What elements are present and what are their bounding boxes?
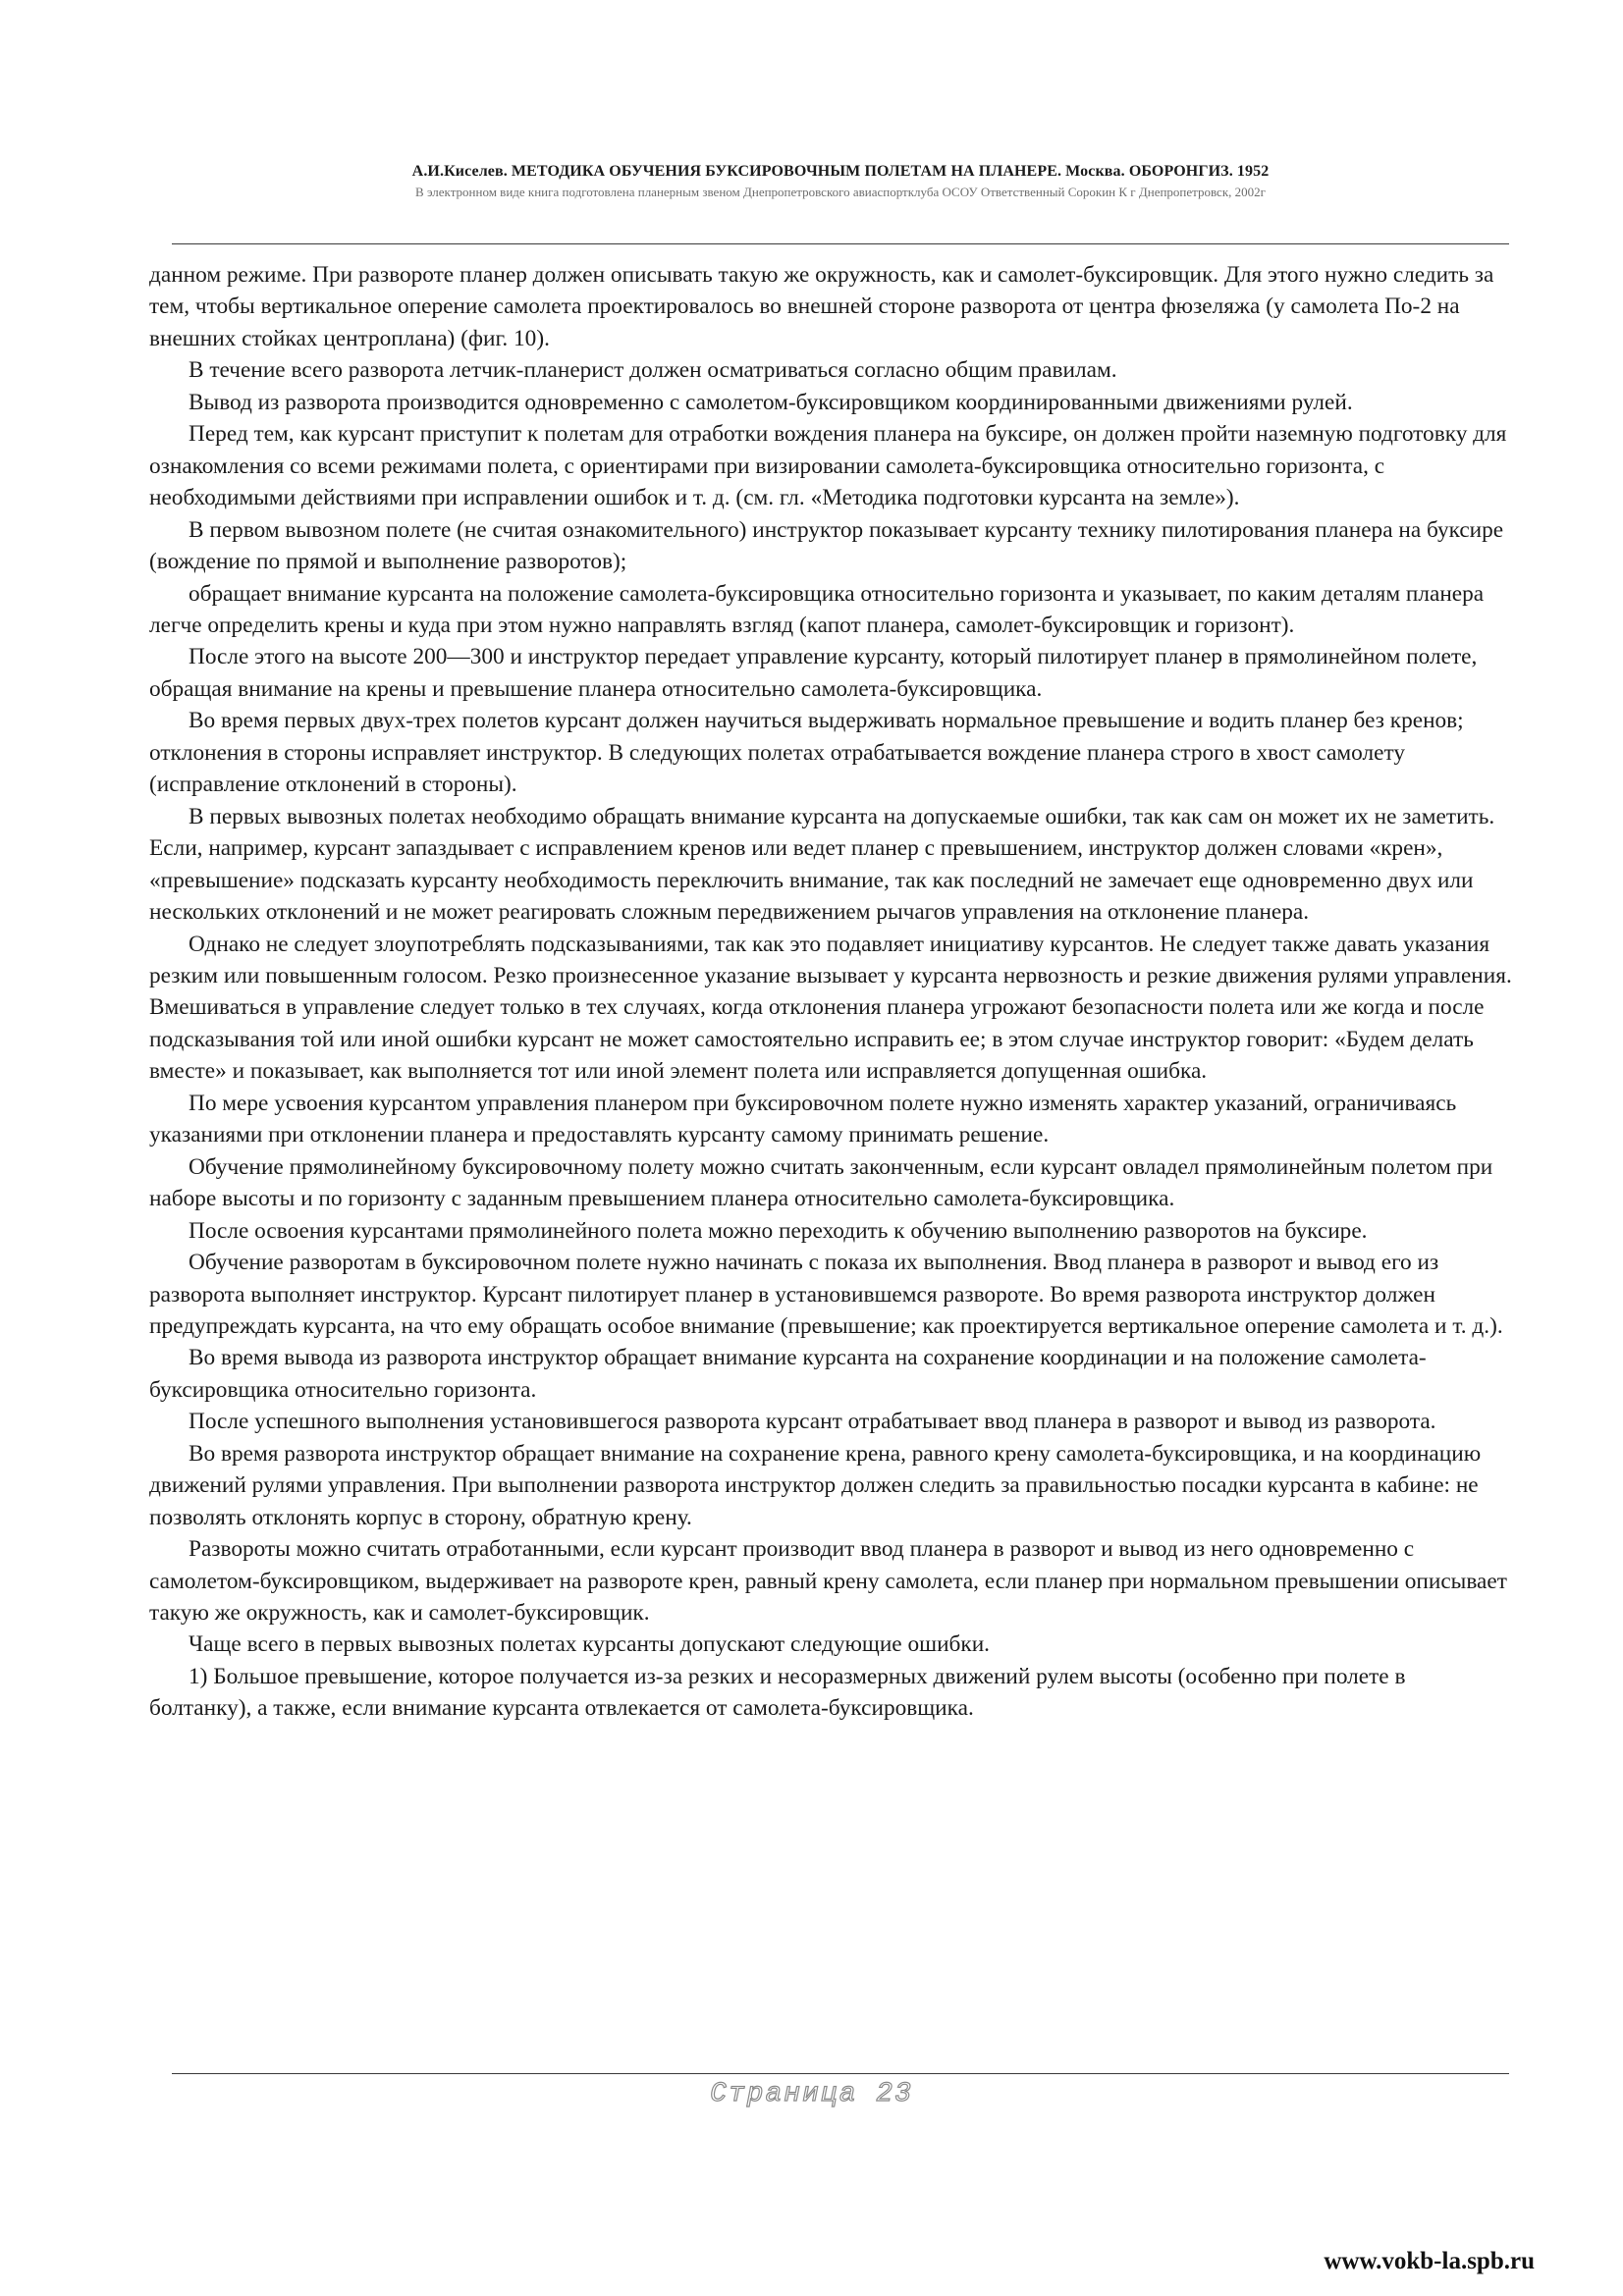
paragraph: Обучение разворотам в буксировочном полете нужно начинать с показа их выполнения. Ввод планера в разворот и вывод его из разворота выполняет инструктор. Курсант пилотирует планер в установившемся развороте. Во время разворота инструктор должен предупреждать курсанта, на что ему обращать особое внимание (превышение; как проектируется вертикальное оперение самолета и т. д.). — [149, 1250, 1503, 1339]
page-header — [172, 163, 1509, 200]
paragraph: По мере усвоения курсантом управления планером при буксировочном полете нужно изменять характер указаний, ограничиваясь указаниями при отклонении планера и предоставлять курсанту самому принимать решение. — [149, 1090, 1457, 1148]
digitization-note: В электронном виде книга подготовлена планерным звеном Днепропетровского авиаспортклуба ОСОУ Ответственный Сорокин К г Днепропетровск, 2002г — [415, 185, 1266, 199]
paragraph: Во время первых двух-трех полетов курсант должен научиться выдерживать нормальное превышение и водить планер без кренов; отклонения в стороны исправляет инструктор. В следующих полетах отрабатывается вождение планера строго в хвост самолету (исправление отклонений в стороны). — [149, 708, 1464, 798]
website-link[interactable]: www.vokb-la.spb.ru — [1324, 2248, 1535, 2274]
paragraph: В течение всего разворота летчик-планерист должен осматриваться согласно общим правилам. — [189, 357, 1117, 384]
paragraph: Во время разворота инструктор обращает внимание на сохранение крена, равного крену самолета-буксировщика, и на координацию движений рулями управления. При выполнении разворота инструктор должен следить за правильностью посадки курсанта в кабине: не позволять отклонять корпус в сторону, обратную крену. — [149, 1440, 1482, 1530]
paragraph: После успешного выполнения установившегося разворота курсант отрабатывает ввод планера в разворот и вывод из разворота. — [189, 1409, 1436, 1435]
paragraph: Во время вывода из разворота инструктор обращает внимание курсанта на сохранение координации и на положение самолета-буксировщика относительно горизонта. — [149, 1345, 1427, 1403]
paragraph: Чаще всего в первых вывозных полетах курсанты допускают следующие ошибки. — [189, 1631, 990, 1658]
paragraph: обращает внимание курсанта на положение самолета-буксировщика относительно горизонта и указывает, по каким деталям планера легче определить крены и куда при этом нужно направлять взгляд (капот планера, самолет-буксировщик и горизонт). — [149, 580, 1485, 638]
paragraph: Развороты можно считать отработанными, если курсант производит ввод планера в разворот и вывод из него одновременно с самолетом-буксировщиком, выдерживает на развороте крен, равный крену самолета, если планер при нормальном превышении описывает такую же окружность, как и самолет-буксировщик. — [149, 1536, 1507, 1627]
paragraph: Перед тем, как курсант приступит к полетам для отработки вождения планера на буксире, он должен пройти наземную подготовку для ознакомления со всеми режимами полета, с ориентирами при визировании самолета-буксировщика относительно горизонта, с необходимыми действиями при исправлении ошибок и т. д. (см. гл. «Методика подготовки курсанта на земле»). — [149, 421, 1507, 511]
paragraph: данном режиме. При развороте планер должен описывать такую же окружность, как и самолет-буксировщик. Для этого нужно следить за тем, чтобы вертикальное оперение самолета проектировалось во внешней стороне разворота от центра фюзеляжа (у самолета По-2 на внешних стойках центроплана) (фиг. 10). — [149, 262, 1494, 351]
page-body — [149, 259, 1512, 1725]
footer-divider — [172, 2073, 1509, 2074]
header-divider — [172, 243, 1509, 244]
page-number: Страница 23 — [710, 2079, 913, 2109]
paragraph: В первых вывозных полетах необходимо обращать внимание курсанта на допускаемые ошибки, так как сам он может их не заметить. Если, например, курсант запаздывает с исправлением кренов или ведет планер с превышением, инструктор должен словами «крен», «превышение» подсказать курсанту необходимость переключить внимание, так как последний не замечает еще одновременно двух или нескольких отклонений и не может реагировать сложным передвижением рычагов управления на отклонение планера. — [149, 803, 1495, 926]
book-title: А.И.Киселев. МЕТОДИКА ОБУЧЕНИЯ БУКСИРОВОЧНЫМ ПОЛЕТАМ НА ПЛАНЕРЕ. Москва. ОБОРОНГИЗ. 1952 — [411, 163, 1270, 180]
paragraph: Вывод из разворота производится одновременно с самолетом-буксировщиком координированными движениями рулей. — [189, 389, 1353, 415]
paragraph: 1) Большое превышение, которое получается из-за резких и несоразмерных движений рулем высоты (особенно при полете в болтанку), а также, если внимание курсанта отвлекается от самолета-буксировщика. — [149, 1663, 1406, 1722]
paragraph: После освоения курсантами прямолинейного полета можно переходить к обучению выполнению разворотов на буксире. — [189, 1217, 1368, 1244]
paragraph: В первом вывозном полете (не считая ознакомительного) инструктор показывает курсанту технику пилотирования планера на буксире (вождение по прямой и выполнение разворотов); — [149, 516, 1504, 575]
paragraph: Обучение прямолинейному буксировочному полету можно считать законченным, если курсант овладел прямолинейным полетом при наборе высоты и по горизонту с заданным превышением планера относительно самолета-буксировщика. — [149, 1153, 1493, 1212]
paragraph: Однако не следует злоупотреблять подсказываниями, так как это подавляет инициативу курсантов. Не следует также давать указания резким или повышенным голосом. Резко произнесенное указание вызывает у курсанта нервозность и резкие движения рулями управления. Вмешиваться в управление следует только в тех случаях, когда отклонения планера угрожают безопасности полета или же когда и после подсказывания той или иной ошибки курсант не может самостоятельно исправить ее; в этом случае инструктор говорит: «Будем делать вместе» и показывает, как выполняется тот или иной элемент полета или исправляется допущенная ошибка. — [149, 931, 1512, 1085]
paragraph: После этого на высоте 200—300 и инструктор передает управление курсанту, который пилотирует планер в прямолинейном полете, обращая внимание на крены и превышение планера относительно самолета-буксировщика. — [149, 644, 1478, 702]
